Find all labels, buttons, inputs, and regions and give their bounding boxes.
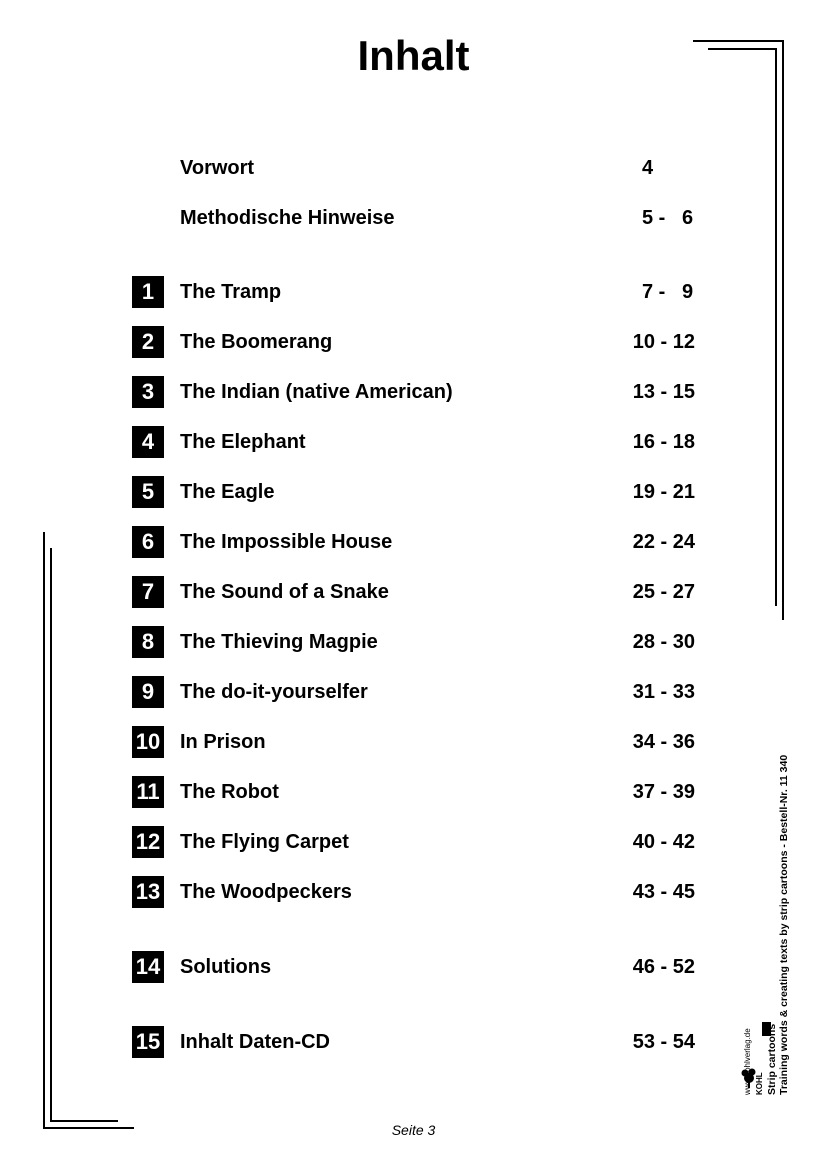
toc-row[interactable] [0,876,827,910]
sidebar-line-1: Strip cartoons [766,1023,778,1095]
toc-label: The Indian (native American) [180,381,453,403]
chapter-number-badge: 4 [132,426,164,458]
toc-row[interactable] [0,376,827,410]
toc-pages: 7 - 9 [642,281,694,303]
toc-label: In Prison [180,731,266,753]
toc-label: The Elephant [180,431,306,453]
toc-pages: 13 - 15 [632,381,695,403]
toc-pages: 31 - 33 [632,681,695,703]
toc-pages: 4 [642,157,654,179]
toc-row[interactable] [0,676,827,710]
toc-label: The Thieving Magpie [180,631,378,653]
toc-pages: 28 - 30 [632,631,695,653]
toc-row[interactable] [0,326,827,360]
chapter-number-badge: 14 [132,951,164,983]
toc-row-methodische-hinweise[interactable] [0,202,827,236]
toc-label: Inhalt Daten-CD [180,1031,330,1053]
toc-label: Solutions [180,956,272,978]
toc-label: The do-it-yourselfer [180,681,368,703]
toc-label: The Woodpeckers [180,881,352,903]
chapter-number-badge: 1 [132,276,164,308]
chapter-number-badge: 7 [132,576,164,608]
chapter-number-badge: 12 [132,826,164,858]
toc-label: The Robot [180,781,279,803]
frame-top-outer [693,40,784,42]
chapter-number-badge: 11 [132,776,164,808]
toc-row[interactable] [0,626,827,660]
toc-row[interactable] [0,951,827,985]
toc-pages: 43 - 45 [632,881,695,903]
chapter-number-badge: 13 [132,876,164,908]
toc-pages: 16 - 18 [632,431,695,453]
toc-label: The Impossible House [180,531,393,553]
toc-pages: 53 - 54 [632,1031,695,1053]
toc-label: The Eagle [180,481,275,503]
chapter-number-badge: 8 [132,626,164,658]
chapter-number-badge: 2 [132,326,164,358]
toc-row[interactable] [0,1026,827,1060]
chapter-number-badge: 6 [132,526,164,558]
toc-pages: 34 - 36 [632,731,695,753]
chapter-number-badge: 15 [132,1026,164,1058]
toc-row[interactable] [0,726,827,760]
toc-label: The Flying Carpet [180,831,349,853]
toc-pages: 40 - 42 [632,831,695,853]
toc-pages: 46 - 52 [632,956,695,978]
sidebar-publisher-info [742,755,790,1095]
toc-row[interactable] [0,426,827,460]
sidebar-publisher: KOHL [755,1072,764,1095]
chapter-number-badge: 10 [132,726,164,758]
page-number: Seite 3 [391,1122,436,1138]
toc-row[interactable] [0,526,827,560]
sidebar-url: www.kohlverlag.de [743,1028,752,1095]
chapter-number-badge: 5 [132,476,164,508]
sidebar-line-2: Training words & creating texts by strip cartoons - Bestell-Nr. 11 340 [778,754,790,1095]
toc-pages: 25 - 27 [632,581,695,603]
toc-row[interactable] [0,776,827,810]
toc-label: The Sound of a Snake [180,581,389,603]
toc-label: The Tramp [180,281,282,303]
toc-pages: 10 - 12 [632,331,695,353]
toc-row-vorwort[interactable] [0,152,827,186]
toc-row[interactable] [0,576,827,610]
toc-row[interactable] [0,276,827,310]
toc-row[interactable] [0,826,827,860]
chapter-number-badge: 9 [132,676,164,708]
toc-label: Methodische Hinweise [180,207,395,229]
toc-pages: 22 - 24 [632,531,695,553]
toc-row[interactable] [0,476,827,510]
toc-pages: 5 - 6 [642,207,694,229]
frame-top-inner [708,48,776,50]
chapter-number-badge: 3 [132,376,164,408]
toc-pages: 19 - 21 [632,481,695,503]
toc-label: Vorwort [180,157,255,179]
page-title: Inhalt [357,32,470,79]
toc-label: The Boomerang [180,331,333,353]
toc-pages: 37 - 39 [632,781,695,803]
